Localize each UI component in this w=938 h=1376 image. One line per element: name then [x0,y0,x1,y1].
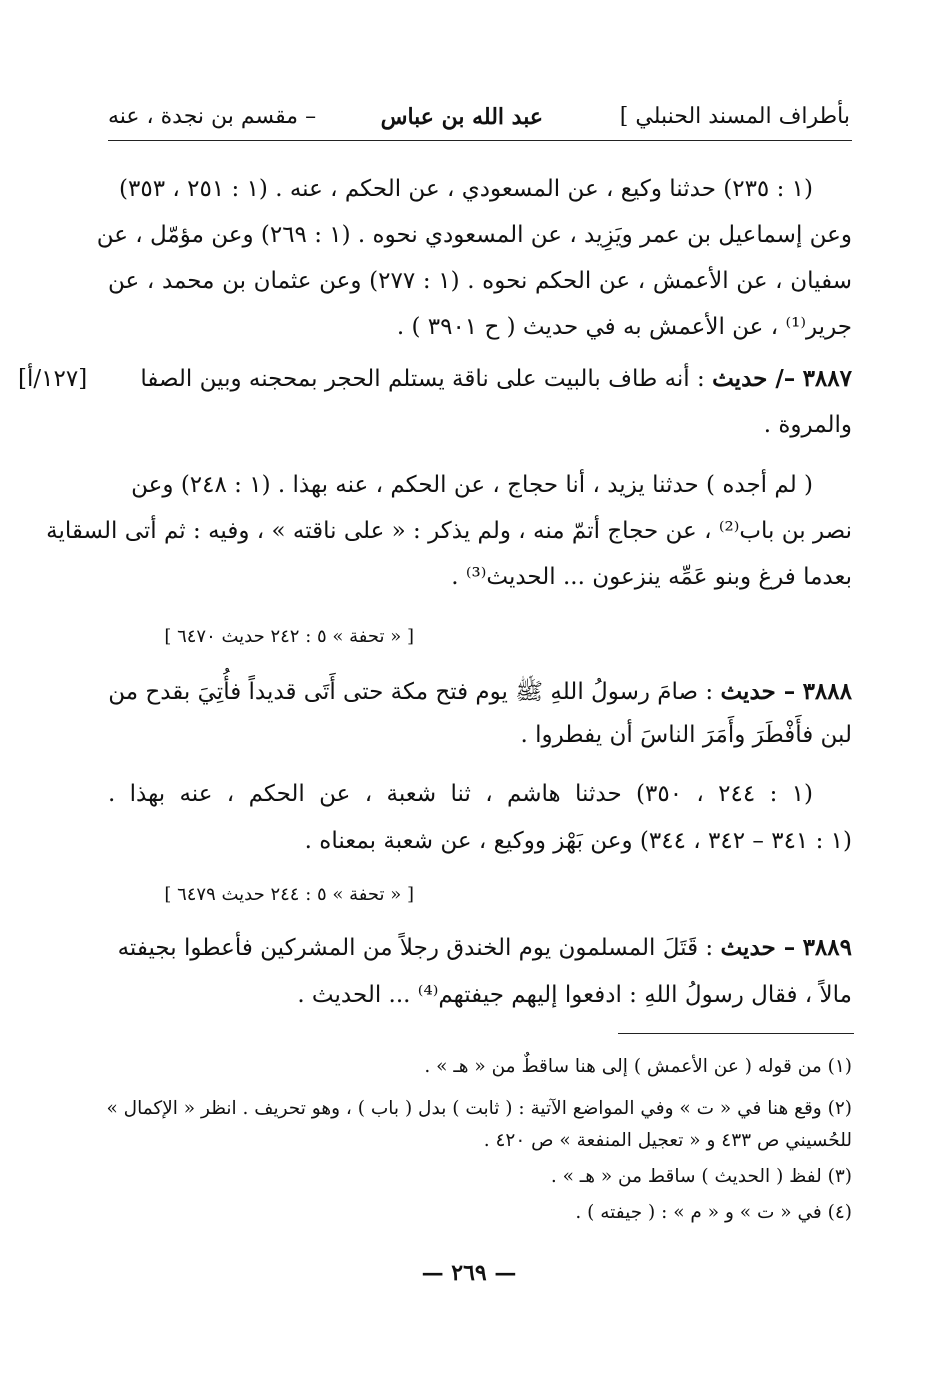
footnote-2: (٢) وقع هنا في « ت » وفي المواضع الآتية : ( ثابت ) بدل ( باب ) ، وهو تحريف . انظر « الإكمال » [106,1098,852,1119]
hadith-number: ٣٨٨٨ [802,678,852,705]
hadith-3887-line-2: والمروة . [763,412,852,438]
p3-line-1: (١ : ٢٤٤ ، ٣٥٠) حدثنا هاشم ، ثنا شعبة ، عن الحكم ، عنه بهذا . [108,781,814,807]
footnote-3: (٣) لفظ ( الحديث ) ساقط من « هـ » . [550,1166,852,1187]
hadith-label: – حديث [720,934,796,961]
hadith-text: : أنه طاف بالبيت على ناقة يستلم الحجر بمحجنه وبين الصفا [140,366,705,392]
hadith-3889-line-2: مالاً ، فقال رسولُ اللهِ : ادفعوا إليهم جيفتهم⁽⁴⁾ ... الحديث . [297,982,852,1008]
p1-line-3: سفيان ، عن الأعمش ، عن الحكم نحوه . (١ : ٢٧٧) وعن عثمان بن محمد ، عن [108,268,852,294]
footnote-4: (٤) في « ت » و « م » : ( جيفته ) . [575,1202,852,1223]
p1-line-2: وعن إسماعيل بن عمر ويَزِيد ، عن المسعودي نحوه . (١ : ٢٦٩) وعن مؤمّل ، عن [96,222,852,248]
p2-line-1: ( لم أجده ) حدثنا يزيد ، أنا حجاج ، عن الحكم ، عنه بهذا . (١ : ٢٤٨) وعن [131,472,813,498]
p3-line-2: (١ : ٣٤١ – ٣٤٢ ، ٣٤٤) وعن بَهْز ووكيع ، عن شعبة بمعناه . [304,828,852,854]
header-rule [108,140,852,141]
p2-line-3: بعدما فرغ وبنو عَمِّه ينزعون ... الحديث⁽³⁾ . [451,564,852,590]
hadith-3888-heading [108,677,852,707]
footnote-2-cont: للحُسيني ص ٤٣٣ و « تعجيل المنفعة » ص ٤٢٠ . [483,1130,852,1151]
page-number: — ٢٦٩ — [421,1260,517,1286]
hadith-text: : قَتَلَ المسلمون يوم الخندق رجلاً من المشركين فأعطوا بجيفته [117,935,714,961]
tuhfa-reference-2: [ « تحفة » ٥ : ٢٤٤ حديث ٦٤٧٩ ] [164,884,414,905]
hadith-number: ٣٨٨٩ [802,934,852,961]
footnote-1: (١) من قوله ( عن الأعمش ) إلى هنا ساقطٌ من « هـ » . [424,1056,852,1077]
tuhfa-reference-1: [ « تحفة » ٥ : ٢٤٢ حديث ٦٤٧٠ ] [164,626,414,647]
hadith-label: –/ حديث [712,365,796,392]
p2-line-2: نصر بن باب⁽²⁾ ، عن حجاج أتمّ منه ، ولم يذكر : « على ناقته » ، وفيه : ثم أتى السقاية [46,518,852,544]
hadith-number: ٣٨٨٧ [802,365,852,392]
p1-line-4: جرير⁽¹⁾ ، عن الأعمش به في حديث ( ح ٣٩٠١ ) . [396,314,852,340]
margin-folio-ref: [١٢٧/أ] [18,366,88,392]
p1-line-1: (١ : ٢٣٥) حدثنا وكيع ، عن المسعودي ، عن الحكم ، عنه . (١ : ٢٥١ ، ٣٥٣) [119,176,813,202]
hadith-3888-line-2: لبن فأَفْطَرَ وأَمَرَ الناسَ أن يفطروا . [520,722,852,748]
header-book-title: بأطراف المسند الحنبلي ] [619,104,850,129]
hadith-label: – حديث [720,678,796,705]
hadith-3889-heading [118,933,852,963]
footnote-rule [618,1033,854,1034]
hadith-text: : صامَ رسولُ اللهِ ﷺ يوم فتح مكة حتى أَتَى قديداً فأُتِيَ بقدح من [108,679,714,705]
header-sub-narrator: – مقسم بن نجدة ، عنه [108,104,317,129]
hadith-3887-heading [140,364,852,394]
header-narrator: عبد الله بن عباس [380,104,543,130]
